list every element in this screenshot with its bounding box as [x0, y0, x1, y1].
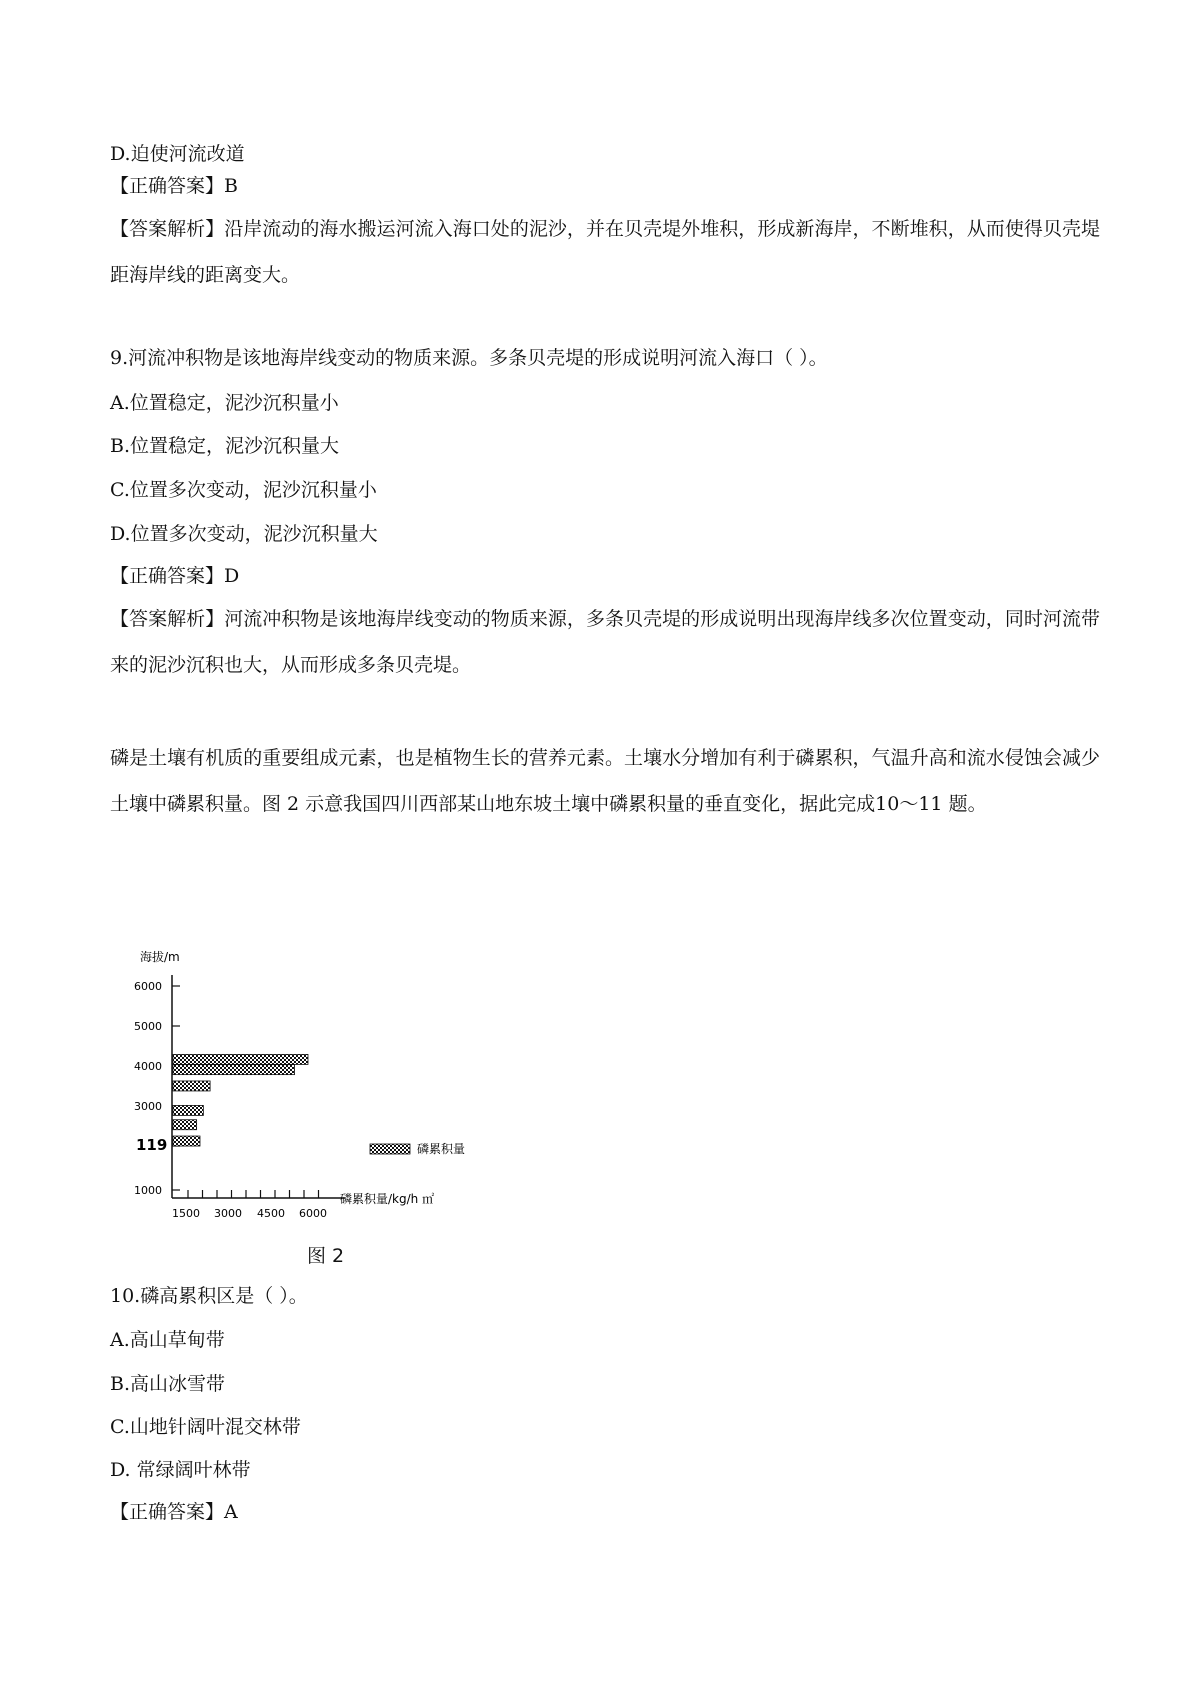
q9-option-d: D.位置多次变动，泥沙沉积量大 [110, 523, 378, 545]
chart-bar [173, 1136, 200, 1146]
phosphorus-chart [130, 945, 530, 1225]
q9-option-b: B.位置稳定，泥沙沉积量大 [110, 435, 340, 457]
y-tick-label: 1000 [134, 1184, 162, 1197]
y-tick-label: 6000 [134, 980, 162, 993]
q9-answer: 【正确答案】D [110, 565, 240, 587]
q8-option-d: D.迫使河流改道 [110, 143, 245, 165]
y-tick-label: 119 [136, 1136, 168, 1154]
q9-analysis: 【答案解析】河流冲积物是该地海岸线变动的物质来源，多条贝壳堤的形成说明出现海岸线多次位置变动，同时河流带来的泥沙沉积也大，从而形成多条贝壳堤。 [110, 608, 1100, 676]
x-axis-label: 磷累积量/kg/h ㎡ [340, 1192, 435, 1206]
y-tick-label: 4000 [134, 1060, 162, 1073]
chart-bar [173, 1054, 308, 1064]
q10-option-b: B.高山冰雪带 [110, 1373, 226, 1395]
q9-option-a: A.位置稳定，泥沙沉积量小 [110, 392, 339, 414]
q9-option-c: C.位置多次变动，泥沙沉积量小 [110, 479, 377, 501]
x-tick-label: 4500 [257, 1207, 285, 1220]
chart-bar [173, 1120, 197, 1130]
legend-label: 磷累积量 [417, 1142, 466, 1156]
y-axis-label: 海拔/m [140, 950, 180, 964]
q10-option-c: C.山地针阔叶混交林带 [110, 1416, 301, 1438]
q8-analysis: 【答案解析】沿岸流动的海水搬运河流入海口处的泥沙，并在贝壳堤外堆积，形成新海岸，不断堆积，从而使得贝壳堤距海岸线的距离变大。 [110, 218, 1100, 286]
x-tick-label: 3000 [214, 1207, 242, 1220]
q10-option-a: A.高山草甸带 [110, 1329, 225, 1351]
legend-swatch [370, 1144, 410, 1154]
y-tick-label: 5000 [134, 1020, 162, 1033]
q9-stem: 9.河流冲积物是该地海岸线变动的物质来源。多条贝壳堤的形成说明河流入海口（ ）。 [110, 347, 828, 369]
figure-caption: 图 2 [307, 1245, 345, 1267]
chart-bar [173, 1081, 210, 1091]
q10-stem: 10.磷高累积区是（ ）。 [110, 1285, 308, 1307]
passage-intro: 磷是土壤有机质的重要组成元素，也是植物生长的营养元素。土壤水分增加有利于磷累积，气温升高和流水侵蚀会减少土壤中磷累积量。图 2 示意我国四川西部某山地东坡土壤中磷累积量的垂直变化，据此完成10～11 题。 [110, 747, 1100, 815]
q8-answer: 【正确答案】B [110, 175, 238, 197]
chart-bar [173, 1065, 295, 1075]
q10-answer: 【正确答案】A [110, 1501, 238, 1523]
chart-bar [173, 1105, 203, 1115]
x-tick-label: 6000 [299, 1207, 327, 1220]
x-tick-label: 1500 [172, 1207, 200, 1220]
q10-option-d: D. 常绿阔叶林带 [110, 1459, 251, 1481]
y-tick-label: 3000 [134, 1100, 162, 1113]
